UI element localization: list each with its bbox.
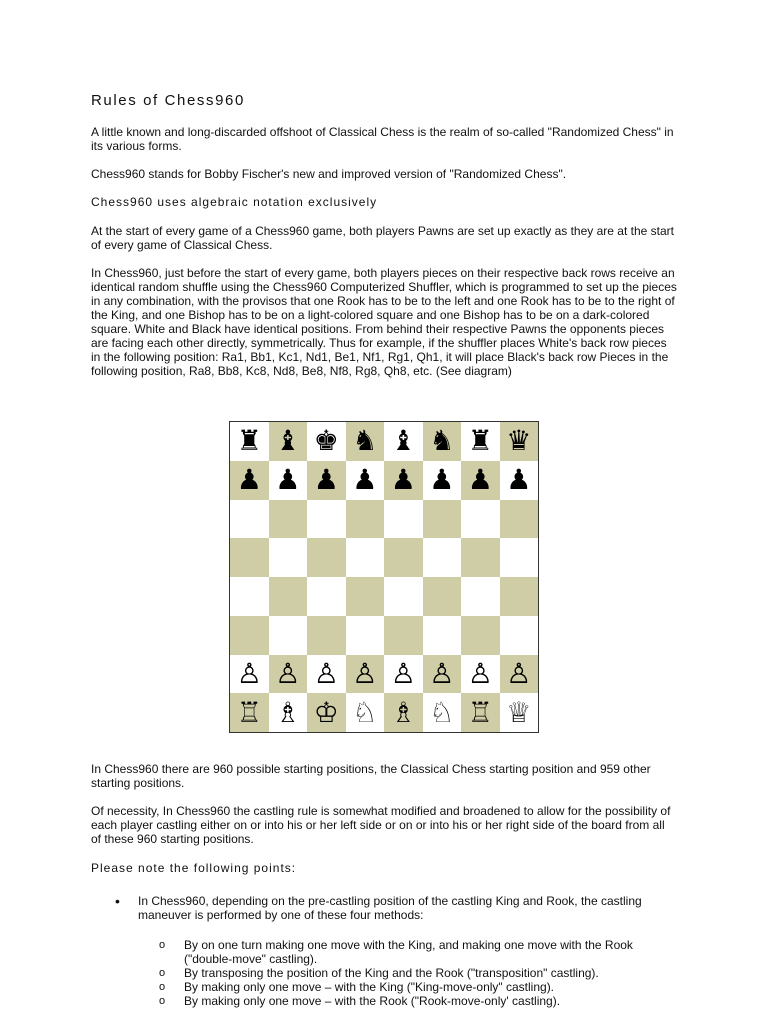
board-square xyxy=(307,500,346,539)
sub-bullet-marker: o xyxy=(159,939,166,951)
board-square xyxy=(384,500,423,539)
board-square xyxy=(269,461,308,500)
board-square xyxy=(461,500,500,539)
board-square xyxy=(230,422,269,461)
bullet-marker: • xyxy=(115,893,120,909)
board-square xyxy=(461,422,500,461)
board-square xyxy=(461,655,500,694)
board-square xyxy=(269,693,308,732)
paragraph-castling-rule: Of necessity, In Chess960 the castling rule is somewhat modified and broadened to allow for the possibility of each player castling either on or into his or her left side or on or into his or her right side of the board from all of these 960 starting positions. xyxy=(91,804,671,846)
board-square xyxy=(423,422,462,461)
board-square xyxy=(269,422,308,461)
board-square xyxy=(307,693,346,732)
board-square xyxy=(384,616,423,655)
board-square xyxy=(230,577,269,616)
chess-piece: ♟ xyxy=(390,463,416,497)
board-square xyxy=(423,693,462,732)
chess-piece: ♜ xyxy=(467,424,493,458)
paragraph-note-points: Please note the following points: xyxy=(91,861,297,875)
board-square xyxy=(461,461,500,500)
board-square xyxy=(500,538,539,577)
sub-bullet-marker: o xyxy=(159,981,166,993)
chess-piece: ♗ xyxy=(275,695,301,729)
chess-piece: ♛ xyxy=(506,424,532,458)
board-square xyxy=(384,461,423,500)
board-square xyxy=(500,655,539,694)
chess-piece: ♟ xyxy=(352,463,378,497)
chess-piece: ♝ xyxy=(275,424,301,458)
board-square xyxy=(346,422,385,461)
chess-piece: ♗ xyxy=(390,695,416,729)
chess-piece: ♞ xyxy=(352,424,378,458)
board-square xyxy=(230,538,269,577)
board-square xyxy=(269,577,308,616)
board-square xyxy=(230,500,269,539)
board-square xyxy=(346,577,385,616)
chess-piece: ♙ xyxy=(390,656,416,690)
board-square xyxy=(269,616,308,655)
paragraph-pawns-setup: At the start of every game of a Chess960 game, both players Pawns are set up exactly as they are at the start of every game of Classical Chess. xyxy=(91,224,674,252)
board-square xyxy=(230,616,269,655)
board-square xyxy=(384,538,423,577)
chess-piece: ♟ xyxy=(467,463,493,497)
board-square xyxy=(500,422,539,461)
board-square xyxy=(423,616,462,655)
board-square xyxy=(384,422,423,461)
board-square xyxy=(346,538,385,577)
board-square xyxy=(500,616,539,655)
board-square xyxy=(423,461,462,500)
board-square xyxy=(384,693,423,732)
chess-piece: ♖ xyxy=(236,695,262,729)
board-square xyxy=(500,577,539,616)
board-square xyxy=(307,655,346,694)
chess-piece: ♟ xyxy=(313,463,339,497)
board-square xyxy=(500,500,539,539)
chess-piece: ♔ xyxy=(313,695,339,729)
board-square xyxy=(307,577,346,616)
board-square xyxy=(423,500,462,539)
sub-bullet-transposition: By transposing the position of the King and the Rook ("transposition" castling). xyxy=(184,966,599,980)
board-square xyxy=(423,577,462,616)
board-square xyxy=(307,461,346,500)
chess-piece: ♜ xyxy=(236,424,262,458)
chess-piece: ♘ xyxy=(352,695,378,729)
sub-bullet-king-move-only: By making only one move – with the King ("King-move-only" castling). xyxy=(184,980,555,994)
chess-piece: ♝ xyxy=(390,424,416,458)
board-square xyxy=(346,655,385,694)
board-square xyxy=(230,461,269,500)
board-square xyxy=(307,538,346,577)
board-square xyxy=(461,616,500,655)
board-square xyxy=(230,655,269,694)
board-square xyxy=(269,655,308,694)
board-square xyxy=(346,500,385,539)
chess-piece: ♕ xyxy=(506,695,532,729)
paragraph-notation: Chess960 uses algebraic notation exclusively xyxy=(91,195,378,209)
chess-piece: ♙ xyxy=(313,656,339,690)
board-square xyxy=(384,655,423,694)
chess-piece: ♟ xyxy=(275,463,301,497)
chess-piece: ♞ xyxy=(429,424,455,458)
chess-piece: ♙ xyxy=(352,656,378,690)
chess-piece: ♚ xyxy=(313,424,339,458)
chess-piece: ♟ xyxy=(429,463,455,497)
board-square xyxy=(384,577,423,616)
chess-piece: ♘ xyxy=(429,695,455,729)
chess-piece: ♙ xyxy=(236,656,262,690)
paragraph-960-positions: In Chess960 there are 960 possible starting positions, the Classical Chess starting position and 959 other starting positions. xyxy=(91,762,651,790)
sub-bullet-rook-move-only: By making only one move – with the Rook ("Rook-move-only' castling). xyxy=(184,994,561,1008)
board-square xyxy=(346,616,385,655)
chess-piece: ♟ xyxy=(506,463,532,497)
chess-piece: ♙ xyxy=(275,656,301,690)
board-square xyxy=(423,538,462,577)
paragraph-intro: A little known and long-discarded offshoot of Classical Chess is the realm of so-called "Randomized Chess" in its various forms. xyxy=(91,125,674,153)
sub-bullet-marker: o xyxy=(159,967,166,979)
board-square xyxy=(346,461,385,500)
chess-board-diagram xyxy=(229,421,539,733)
sub-bullet-double-move: By on one turn making one move with the King, and making one move with the Rook ("double-move" castling). xyxy=(184,938,633,966)
chess-piece: ♟ xyxy=(236,463,262,497)
chess-piece: ♙ xyxy=(429,656,455,690)
board-square xyxy=(461,538,500,577)
chess-piece: ♙ xyxy=(506,656,532,690)
board-square xyxy=(230,693,269,732)
board-square xyxy=(500,461,539,500)
board-square xyxy=(500,693,539,732)
board-square xyxy=(269,500,308,539)
board-square xyxy=(269,538,308,577)
board-square xyxy=(461,693,500,732)
chess-piece: ♖ xyxy=(467,695,493,729)
board-square xyxy=(346,693,385,732)
sub-bullet-marker: o xyxy=(159,995,166,1007)
page-title: Rules of Chess960 xyxy=(91,92,245,109)
board-square xyxy=(307,616,346,655)
chess-piece: ♙ xyxy=(467,656,493,690)
board-square xyxy=(423,655,462,694)
paragraph-shuffle-rules: In Chess960, just before the start of every game, both players pieces on their respective back rows receive an identical random shuffle using the Chess960 Computerized Shuffler, which is programmed to set up the pieces in any combination, with the provisos that one Rook has to be to the left and one Rook has to be to the right of the King, and one Bishop has to be on a light-colored square and one Bishop has to be on a dark-colored square. White and Black have identical positions. From behind their respective Pawns the opponents pieces are facing each other directly, symmetrically. Thus for example, if the shuffler places White's back row pieces in the following position: Ra1, Bb1, Kc1, Nd1, Be1, Nf1, Rg1, Qh1, it will place Black's back row Pieces in the following position, Ra8, Bb8, Kc8, Nd8, Be8, Nf8, Rg8, Qh8, etc. (See diagram) xyxy=(91,266,677,378)
bullet-castling-methods: In Chess960, depending on the pre-castling position of the castling King and Rook, the castling maneuver is performed by one of these four methods: xyxy=(138,894,642,922)
board-square xyxy=(307,422,346,461)
board-square xyxy=(461,577,500,616)
paragraph-chess960-definition: Chess960 stands for Bobby Fischer's new and improved version of "Randomized Chess". xyxy=(91,167,567,181)
